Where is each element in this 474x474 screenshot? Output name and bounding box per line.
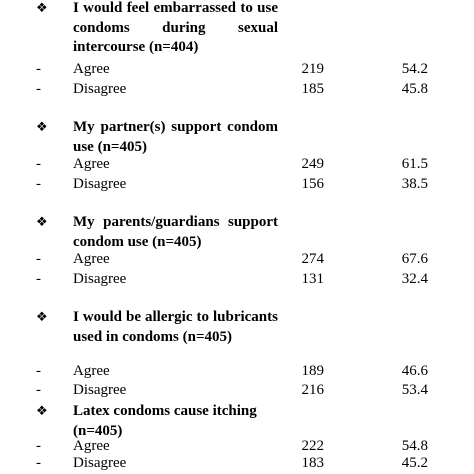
response-label: Disagree bbox=[73, 81, 127, 97]
row-dash: - bbox=[36, 81, 41, 97]
response-count: 131 bbox=[301, 271, 324, 287]
table-row bbox=[0, 453, 474, 473]
diamond-bullet-icon: ❖ bbox=[36, 215, 48, 230]
response-count: 219 bbox=[301, 61, 324, 77]
response-label: Disagree bbox=[73, 382, 127, 398]
item-heading: I would feel embarrassed to use condoms during sexual intercourse (n=404) bbox=[73, 0, 278, 55]
response-label: Disagree bbox=[73, 176, 127, 192]
response-percent: 38.5 bbox=[401, 176, 428, 192]
response-percent: 45.2 bbox=[401, 455, 428, 471]
response-count: 216 bbox=[301, 382, 324, 398]
response-percent: 61.5 bbox=[401, 156, 428, 172]
response-count: 185 bbox=[301, 81, 324, 97]
response-percent: 32.4 bbox=[401, 271, 428, 287]
row-dash: - bbox=[36, 251, 41, 267]
item-heading: I would be allergic to lubricants used in condoms (n=405) bbox=[73, 309, 278, 345]
item-heading: My partner(s) support condom use (n=405) bbox=[73, 119, 278, 155]
response-label: Agree bbox=[73, 251, 110, 267]
table-row bbox=[0, 174, 474, 194]
table-row bbox=[0, 59, 474, 79]
response-percent: 67.6 bbox=[401, 251, 428, 267]
diamond-bullet-icon: ❖ bbox=[36, 310, 48, 325]
response-percent: 54.2 bbox=[401, 61, 428, 77]
response-label: Disagree bbox=[73, 455, 127, 471]
response-count: 189 bbox=[301, 363, 324, 379]
response-percent: 45.8 bbox=[401, 81, 428, 97]
row-dash: - bbox=[36, 363, 41, 379]
response-count: 222 bbox=[301, 438, 324, 454]
row-dash: - bbox=[36, 176, 41, 192]
response-label: Disagree bbox=[73, 271, 127, 287]
row-dash: - bbox=[36, 61, 41, 77]
response-percent: 46.6 bbox=[401, 363, 428, 379]
response-label: Agree bbox=[73, 438, 110, 454]
response-label: Agree bbox=[73, 61, 110, 77]
table-row bbox=[0, 249, 474, 269]
row-dash: - bbox=[36, 455, 41, 471]
response-count: 183 bbox=[301, 455, 324, 471]
row-dash: - bbox=[36, 156, 41, 172]
response-label: Agree bbox=[73, 363, 110, 379]
response-count: 274 bbox=[301, 251, 324, 267]
table-row bbox=[0, 361, 474, 381]
item-heading: Latex condoms cause itching (n=405) bbox=[73, 403, 257, 439]
diamond-bullet-icon: ❖ bbox=[36, 120, 48, 135]
row-dash: - bbox=[36, 382, 41, 398]
response-percent: 53.4 bbox=[401, 382, 428, 398]
table-row bbox=[0, 79, 474, 99]
diamond-bullet-icon: ❖ bbox=[36, 404, 48, 419]
response-count: 249 bbox=[301, 156, 324, 172]
table-row bbox=[0, 269, 474, 289]
response-label: Agree bbox=[73, 156, 110, 172]
diamond-bullet-icon: ❖ bbox=[36, 1, 48, 16]
row-dash: - bbox=[36, 438, 41, 454]
table-row bbox=[0, 154, 474, 174]
item-heading: My parents/guardians support condom use (n=405) bbox=[73, 214, 278, 250]
table-row bbox=[0, 380, 474, 400]
response-count: 156 bbox=[301, 176, 324, 192]
row-dash: - bbox=[36, 271, 41, 287]
response-percent: 54.8 bbox=[401, 438, 428, 454]
